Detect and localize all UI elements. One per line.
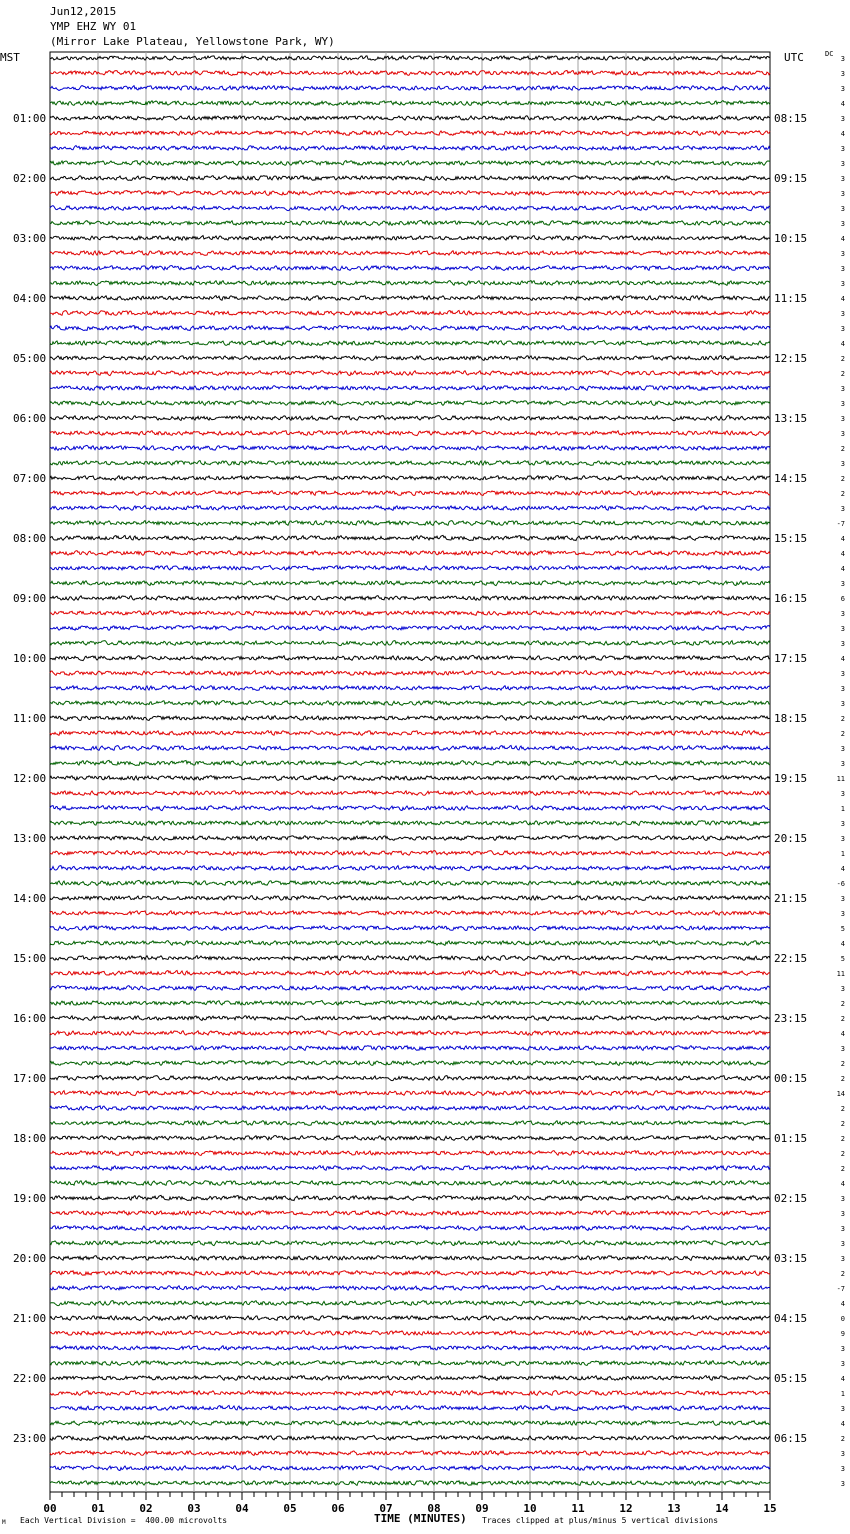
right-hour-label: 01:15	[774, 1132, 808, 1145]
right-zone-label: UTC	[784, 51, 804, 64]
dc-offset-value: 2	[840, 370, 845, 378]
dc-header: DC	[825, 50, 834, 58]
left-hour-label: 06:00	[13, 412, 47, 425]
trace-line	[50, 341, 770, 346]
station-code: YMP EHZ WY 01	[50, 20, 137, 33]
trace-line	[50, 821, 770, 826]
dc-offset-value: 2	[840, 490, 845, 498]
dc-offset-value: 2	[840, 1150, 845, 1158]
trace-line	[50, 1405, 770, 1410]
right-hour-label: 19:15	[774, 772, 808, 785]
trace-line	[50, 1271, 770, 1276]
dc-offset-value: 3	[840, 790, 845, 798]
left-hour-label: 03:00	[13, 232, 47, 245]
right-hour-label: 12:15	[774, 352, 808, 365]
left-hour-label: 12:00	[13, 772, 47, 785]
trace-line	[50, 1451, 770, 1456]
dc-offset-value: 3	[840, 1450, 845, 1458]
dc-offset-value: 2	[840, 715, 845, 723]
dc-offset-value: 1	[840, 805, 845, 813]
dc-offset-value: 3	[840, 820, 845, 828]
trace-line	[50, 1466, 770, 1471]
left-hour-label: 02:00	[13, 172, 47, 185]
dc-offset-value: 2	[840, 355, 845, 363]
dc-offset-value: 4	[840, 865, 845, 873]
trace-line	[50, 776, 770, 781]
dc-offset-value: 4	[840, 235, 845, 243]
dc-offset-value: 3	[840, 835, 845, 843]
dc-offset-value: 4	[840, 1375, 845, 1383]
dc-offset-value: 2	[840, 1270, 845, 1278]
trace-line	[50, 611, 770, 616]
dc-offset-value: 3	[840, 685, 845, 693]
trace-line	[50, 760, 770, 765]
dc-offset-value: 11	[836, 775, 845, 783]
dc-offset-value: 3	[840, 70, 845, 78]
trace-line	[50, 1016, 770, 1021]
right-hour-label: 23:15	[774, 1012, 808, 1025]
right-hour-label: 09:15	[774, 172, 808, 185]
right-hour-label: 00:15	[774, 1072, 808, 1085]
trace-line	[50, 220, 770, 225]
trace-line	[50, 1166, 770, 1171]
trace-line	[50, 596, 770, 601]
trace-line	[50, 1001, 770, 1006]
left-hour-label: 11:00	[13, 712, 47, 725]
dc-offset-value: 3	[840, 325, 845, 333]
dc-offset-value: 3	[840, 745, 845, 753]
right-hour-label: 11:15	[774, 292, 808, 305]
dc-offset-value: 3	[840, 160, 845, 168]
dc-offset-value: 4	[840, 1030, 845, 1038]
dc-offset-value: 1	[840, 1390, 845, 1398]
left-hour-label: 07:00	[13, 472, 47, 485]
dc-offset-value: 3	[840, 220, 845, 228]
x-tick-label: 03	[187, 1502, 201, 1515]
dc-offset-value: 3	[840, 265, 845, 273]
trace-line	[50, 911, 770, 916]
dc-offset-value: 3	[840, 1210, 845, 1218]
dc-offset-value: -6	[836, 880, 845, 888]
trace-line	[50, 1136, 770, 1141]
trace-line	[50, 1436, 770, 1441]
left-hour-label: 05:00	[13, 352, 47, 365]
right-hour-label: 13:15	[774, 412, 808, 425]
trace-line	[50, 1106, 770, 1111]
trace-line	[50, 970, 770, 975]
trace-line	[50, 56, 770, 61]
trace-line	[50, 1376, 770, 1381]
dc-offset-value: 2	[840, 445, 845, 453]
left-hour-label: 23:00	[13, 1432, 47, 1445]
left-hour-label: 17:00	[13, 1072, 47, 1085]
dc-offset-value: 3	[840, 85, 845, 93]
trace-line	[50, 116, 770, 121]
right-hour-label: 20:15	[774, 832, 808, 845]
x-tick-label: 14	[715, 1502, 729, 1515]
trace-line	[50, 551, 770, 556]
trace-line	[50, 371, 770, 376]
left-hour-label: 09:00	[13, 592, 47, 605]
x-tick-label: 06	[331, 1502, 345, 1515]
trace-line	[50, 1256, 770, 1261]
trace-line	[50, 281, 770, 286]
dc-offset-value: 3	[840, 580, 845, 588]
dc-offset-value: 3	[840, 385, 845, 393]
trace-line	[50, 266, 770, 271]
left-hour-label: 01:00	[13, 112, 47, 125]
dc-offset-value: 2	[840, 1075, 845, 1083]
trace-line	[50, 1076, 770, 1081]
dc-offset-value: 5	[840, 955, 845, 963]
right-hour-label: 02:15	[774, 1192, 808, 1205]
scale-note: Each Vertical Division = 400.00 microvolts	[20, 1516, 228, 1525]
trace-line	[50, 1315, 770, 1320]
right-hour-label: 08:15	[774, 112, 808, 125]
right-hour-label: 06:15	[774, 1432, 808, 1445]
dc-offset-value: 3	[840, 640, 845, 648]
x-tick-label: 05	[283, 1502, 297, 1515]
trace-line	[50, 671, 770, 676]
trace-line	[50, 131, 770, 136]
dc-offset-value: 4	[840, 1420, 845, 1428]
trace-line	[50, 476, 770, 481]
trace-line	[50, 491, 770, 496]
trace-line	[50, 101, 770, 106]
dc-offset-value: 3	[840, 190, 845, 198]
trace-line	[50, 716, 770, 721]
dc-offset-value: 4	[840, 340, 845, 348]
trace-line	[50, 626, 770, 631]
dc-offset-value: 4	[840, 655, 845, 663]
hour-labels	[0, 51, 807, 1445]
dc-offset-value: 4	[840, 1180, 845, 1188]
x-tick-label: 01	[91, 1502, 105, 1515]
right-hour-label: 10:15	[774, 232, 808, 245]
x-tick-label: 09	[475, 1502, 489, 1515]
trace-line	[50, 1151, 770, 1156]
dc-offset-value: -7	[836, 520, 845, 528]
x-axis-title: TIME (MINUTES)	[374, 1512, 467, 1525]
dc-offset-value: 11	[836, 970, 845, 978]
trace-line	[50, 146, 770, 151]
dc-offset-column	[825, 50, 845, 1488]
seismic-traces	[50, 56, 770, 1486]
x-tick-label: 10	[523, 1502, 537, 1515]
dc-offset-value: 4	[840, 565, 845, 573]
trace-line	[50, 461, 770, 466]
right-hour-label: 14:15	[774, 472, 808, 485]
x-tick-label: 04	[235, 1502, 249, 1515]
dc-offset-value: 2	[840, 1015, 845, 1023]
dc-offset-value: 4	[840, 940, 845, 948]
dc-offset-value: 2	[840, 1120, 845, 1128]
dc-offset-value: 2	[840, 1165, 845, 1173]
dc-offset-value: 3	[840, 1045, 845, 1053]
trace-line	[50, 1331, 770, 1336]
dc-offset-value: 2	[840, 1000, 845, 1008]
trace-line	[50, 236, 770, 241]
trace-line	[50, 896, 770, 901]
dc-offset-value: 3	[840, 1225, 845, 1233]
right-hour-label: 05:15	[774, 1372, 808, 1385]
dc-offset-value: 3	[840, 505, 845, 513]
trace-line	[50, 880, 770, 885]
trace-line	[50, 401, 770, 406]
right-hour-label: 03:15	[774, 1252, 808, 1265]
left-hour-label: 10:00	[13, 652, 47, 665]
left-hour-label: 16:00	[13, 1012, 47, 1025]
right-hour-label: 22:15	[774, 952, 808, 965]
left-hour-label: 19:00	[13, 1192, 47, 1205]
dc-offset-value: 6	[840, 595, 845, 603]
left-hour-label: 13:00	[13, 832, 47, 845]
trace-line	[50, 1090, 770, 1095]
trace-line	[50, 686, 770, 691]
trace-line	[50, 1061, 770, 1066]
dc-offset-value: 3	[840, 250, 845, 258]
right-hour-label: 21:15	[774, 892, 808, 905]
trace-line	[50, 1421, 770, 1426]
dc-offset-value: 3	[840, 280, 845, 288]
trace-line	[50, 1195, 770, 1200]
trace-line	[50, 1211, 770, 1216]
trace-line	[50, 386, 770, 391]
dc-offset-value: 3	[840, 430, 845, 438]
x-tick-label: 15	[763, 1502, 777, 1515]
dc-offset-value: 3	[840, 1465, 845, 1473]
trace-line	[50, 986, 770, 991]
dc-offset-value: 3	[840, 175, 845, 183]
trace-line	[50, 1241, 770, 1246]
dc-offset-value: 3	[840, 115, 845, 123]
dc-offset-value: 2	[840, 1135, 845, 1143]
trace-line	[50, 431, 770, 436]
right-hour-label: 16:15	[774, 592, 808, 605]
right-hour-label: 18:15	[774, 712, 808, 725]
dc-offset-value: 5	[840, 925, 845, 933]
trace-line	[50, 71, 770, 76]
dc-offset-value: 3	[840, 910, 845, 918]
dc-offset-value: 2	[840, 1060, 845, 1068]
corner-mark: M	[2, 1519, 6, 1526]
dc-offset-value: 3	[840, 460, 845, 468]
trace-line	[50, 206, 770, 211]
trace-line	[50, 311, 770, 316]
trace-line	[50, 836, 770, 841]
dc-offset-value: 4	[840, 535, 845, 543]
right-hour-label: 17:15	[774, 652, 808, 665]
dc-offset-value: 0	[840, 1315, 845, 1323]
trace-line	[50, 926, 770, 931]
trace-line	[50, 1301, 770, 1306]
trace-line	[50, 806, 770, 811]
dc-offset-value: -7	[836, 1285, 845, 1293]
left-hour-label: 14:00	[13, 892, 47, 905]
dc-offset-value: 3	[840, 400, 845, 408]
left-hour-label: 08:00	[13, 532, 47, 545]
left-hour-label: 21:00	[13, 1312, 47, 1325]
dc-offset-value: 3	[840, 1480, 845, 1488]
left-hour-label: 20:00	[13, 1252, 47, 1265]
x-tick-label: 13	[667, 1502, 681, 1515]
trace-line	[50, 1046, 770, 1051]
trace-line	[50, 296, 770, 301]
trace-line	[50, 1226, 770, 1231]
x-tick-label: 02	[139, 1502, 153, 1515]
dc-offset-value: 3	[840, 895, 845, 903]
trace-line	[50, 791, 770, 796]
trace-line	[50, 1361, 770, 1366]
dc-offset-value: 4	[840, 1300, 845, 1308]
dc-offset-value: 3	[840, 55, 845, 63]
dc-offset-value: 3	[840, 310, 845, 318]
trace-line	[50, 176, 770, 181]
dc-offset-value: 3	[840, 145, 845, 153]
trace-line	[50, 416, 770, 421]
trace-line	[50, 251, 770, 256]
dc-offset-value: 3	[840, 1195, 845, 1203]
trace-line	[50, 86, 770, 91]
trace-line	[50, 566, 770, 571]
dc-offset-value: 4	[840, 295, 845, 303]
trace-line	[50, 641, 770, 646]
trace-line	[50, 1391, 770, 1396]
dc-offset-value: 3	[840, 1405, 845, 1413]
x-tick-label: 11	[571, 1502, 585, 1515]
station-location: (Mirror Lake Plateau, Yellowstone Park, WY)	[50, 35, 335, 48]
trace-line	[50, 851, 770, 856]
dc-offset-value: 3	[840, 415, 845, 423]
dc-offset-value: 2	[840, 475, 845, 483]
trace-line	[50, 1121, 770, 1126]
dc-offset-value: 14	[836, 1090, 845, 1098]
trace-line	[50, 506, 770, 511]
dc-offset-value: 3	[840, 670, 845, 678]
left-zone-label: MST	[0, 51, 20, 64]
dc-offset-value: 3	[840, 985, 845, 993]
x-tick-label: 08	[427, 1502, 441, 1515]
dc-offset-value: 3	[840, 700, 845, 708]
dc-offset-value: 4	[840, 550, 845, 558]
trace-line	[50, 1286, 770, 1291]
dc-offset-value: 2	[840, 1435, 845, 1443]
trace-line	[50, 1346, 770, 1351]
dc-offset-value: 4	[840, 100, 845, 108]
dc-offset-value: 2	[840, 1105, 845, 1113]
left-hour-label: 22:00	[13, 1372, 47, 1385]
dc-offset-value: 3	[840, 610, 845, 618]
trace-line	[50, 866, 770, 871]
dc-offset-value: 9	[840, 1330, 845, 1338]
right-hour-label: 04:15	[774, 1312, 808, 1325]
trace-line	[50, 521, 770, 526]
trace-line	[50, 956, 770, 961]
chart-date: Jun12,2015	[50, 5, 117, 18]
trace-line	[50, 701, 770, 706]
dc-offset-value: 4	[840, 130, 845, 138]
trace-line	[50, 191, 770, 196]
x-tick-label: 12	[619, 1502, 633, 1515]
trace-line	[50, 1181, 770, 1186]
dc-offset-value: 1	[840, 850, 845, 858]
dc-offset-value: 3	[840, 1240, 845, 1248]
clip-note: Traces clipped at plus/minus 5 vertical divisions	[482, 1516, 719, 1525]
dc-offset-value: 3	[840, 1345, 845, 1353]
trace-line	[50, 655, 770, 660]
trace-line	[50, 1031, 770, 1036]
trace-line	[50, 161, 770, 166]
trace-line	[50, 941, 770, 946]
dc-offset-value: 3	[840, 760, 845, 768]
trace-line	[50, 445, 770, 450]
left-hour-label: 15:00	[13, 952, 47, 965]
trace-line	[50, 1481, 770, 1486]
trace-line	[50, 746, 770, 751]
dc-offset-value: 3	[840, 205, 845, 213]
x-tick-label: 07	[379, 1502, 393, 1515]
dc-offset-value: 2	[840, 730, 845, 738]
dc-offset-value: 3	[840, 1360, 845, 1368]
left-hour-label: 18:00	[13, 1132, 47, 1145]
dc-offset-value: 3	[840, 1255, 845, 1263]
trace-line	[50, 535, 770, 540]
trace-line	[50, 731, 770, 736]
dc-offset-value: 3	[840, 625, 845, 633]
trace-line	[50, 325, 770, 330]
x-tick-label: 00	[43, 1502, 57, 1515]
right-hour-label: 15:15	[774, 532, 808, 545]
trace-line	[50, 356, 770, 361]
left-hour-label: 04:00	[13, 292, 47, 305]
trace-line	[50, 581, 770, 586]
